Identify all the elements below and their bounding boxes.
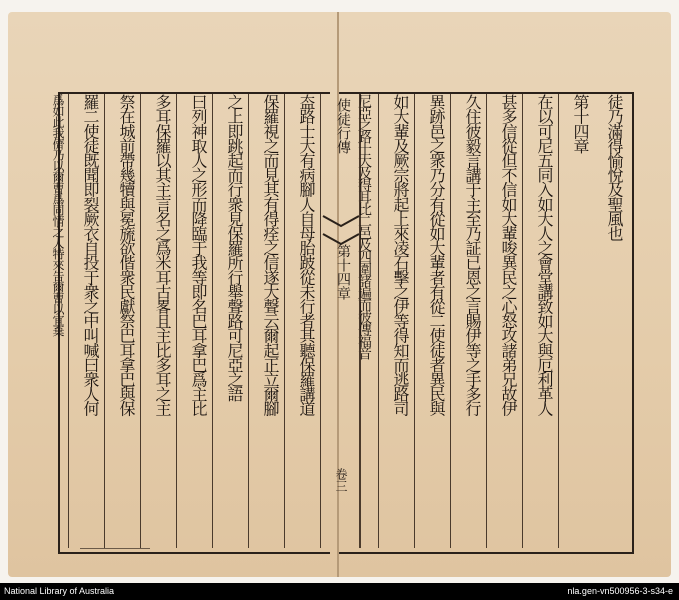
right-col-7: 如大輩及厥宗將起上來凌石擊之伊等得知而逃路司 — [378, 94, 414, 548]
left-col-1: 盇路士大有病腳人自母胎跛從未行者其聽保羅講道 — [284, 94, 320, 548]
right-col-1: 徒乃滿得愉悅及聖風也 — [605, 94, 624, 241]
left-col-7: 羅二使徒既聞即裂厥衣自投于衆之中叫喊曰衆人何 — [68, 94, 104, 548]
left-col-6: 祭在城前帶幾犢與冕旒欲偕衆民獻祭巴耳拿巴與保 — [104, 94, 140, 548]
right-col-8: 尼亞之路士大及得耳比二邑及四圍諸遍而彼傳福音 — [360, 94, 378, 548]
fishtail-top-icon — [323, 216, 359, 228]
right-col-3: 在以可尼五同入如大人之會堂講致如大與厄利革人 — [522, 94, 558, 548]
right-col-2: 第十四章 — [558, 94, 594, 548]
center-margin — [320, 94, 360, 548]
footer-left: National Library of Australia — [4, 586, 115, 596]
library-stamp — [80, 548, 150, 559]
left-col-4: 曰列神取人之形而降臨于我等即名巴耳拿巴爲主比 — [176, 94, 212, 548]
chapter-label: 第十四章 — [335, 244, 351, 300]
left-col-3: 之上即跳起而行衆見保羅所行舉聲路可尼亞之語 — [212, 94, 248, 548]
page-number: 卷三 — [334, 468, 348, 492]
right-col-5: 久住彼毅言講于主至乃証已恩之言賜伊等之手多行 — [450, 94, 486, 548]
left-col-8: 爲如此我儕乃以爾曹爲同情之人特來告爾曹以宜棄 — [51, 94, 65, 336]
left-col-2: 保羅視之而見其有得痊之信遂大聲云爾起正立爾腳 — [248, 94, 284, 548]
right-col-4: 甚多信從但不信如大輩唆異民之心怒攻諸弟兄故伊 — [486, 94, 522, 548]
right-col-6: 異跡邑之衆乃分有從如大輩者有從二使徒者異民與 — [414, 94, 450, 548]
left-col-5: 多耳保羅以其主言名之爲米耳古畧且主比多耳之主 — [140, 94, 176, 548]
footer-bar — [0, 583, 679, 600]
book-title: 使徒行傳 — [335, 98, 351, 154]
footer-right: nla.gen-vn500956-3-s34-e — [567, 586, 673, 596]
